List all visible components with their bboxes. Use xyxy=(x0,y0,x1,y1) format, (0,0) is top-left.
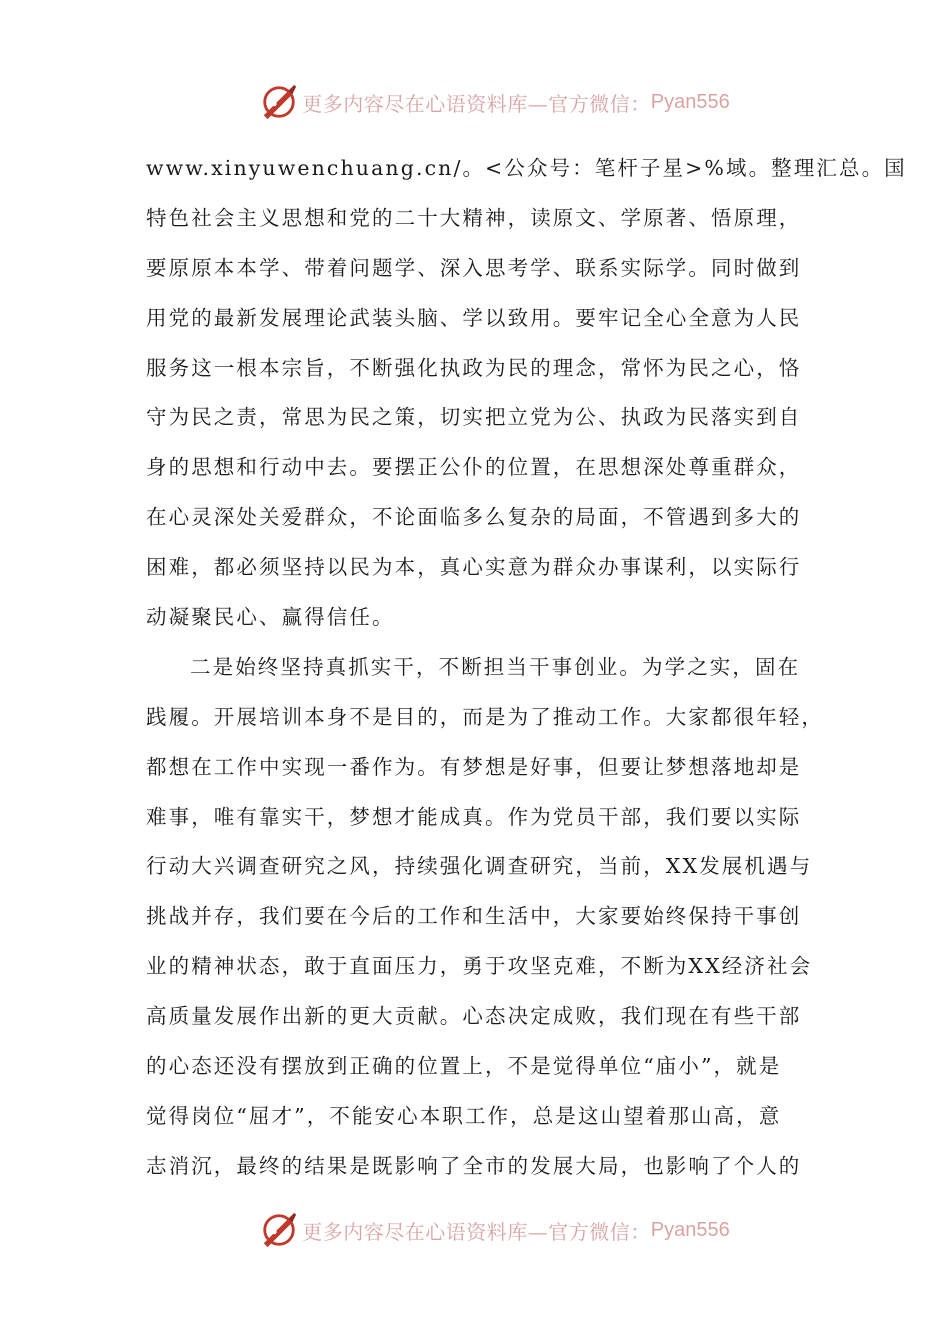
banner-text: 更多内容尽在心语资料库—官方微信： xyxy=(302,1219,651,1244)
text-line: 高质量发展作出新的更大贡献。心态决定成败，我们现在有些干部 xyxy=(146,1004,802,1029)
banner-wechat-id: Pyan556 xyxy=(650,90,730,113)
text-line: 动凝聚民心、赢得信任。 xyxy=(146,605,395,630)
text-line: 用党的最新发展理论武装头脑、学以致用。要牢记全心全意为人民 xyxy=(146,305,802,330)
text-line: 在心灵深处关爱群众，不论面临多么复杂的局面，不管遇到多大的 xyxy=(146,505,802,530)
pen-logo-icon xyxy=(260,83,298,121)
footer-banner-content xyxy=(260,1211,729,1249)
footer-banner xyxy=(0,1208,950,1252)
text-line: 守为民之责，常思为民之策，切实把立党为公、执政为民落实到自 xyxy=(146,405,802,430)
paragraph-start-line: 二是始终坚持真抓实干，不断担当干事创业。为学之实，固在 xyxy=(190,654,801,679)
pen-logo-icon xyxy=(260,1211,298,1249)
text-line: 觉得岗位“屈才”，不能安心本职工作，总是这山望着那山高，意 xyxy=(146,1103,782,1128)
text-line: 行动大兴调查研究之风，持续强化调查研究，当前，XX发展机遇与 xyxy=(146,854,813,879)
text-line: 业的精神状态，敢于直面压力，勇于攻坚克难，不断为XX经济社会 xyxy=(146,954,813,979)
text-line: www.xinyuwenchuang.cn/。<公众号：笔杆子星>%域。整理汇总。国 xyxy=(146,156,907,180)
text-line: 困难，都必须坚持以民为本，真心实意为群众办事谋利，以实际行 xyxy=(146,555,802,580)
text-line: 难事，唯有靠实干，梦想才能成真。作为党员干部，我们要以实际 xyxy=(146,804,802,829)
text-line: 要原原本本学、带着问题学、深入思考学、联系实际学。同时做到 xyxy=(146,255,802,280)
text-line: 践履。开展培训本身不是目的，而是为了推动工作。大家都很年轻， xyxy=(146,704,824,729)
header-banner-content xyxy=(260,83,729,121)
text-line: 服务这一根本宗旨，不断强化执政为民的理念，常怀为民之心，恪 xyxy=(146,355,802,380)
text-line: 都想在工作中实现一番作为。有梦想是好事，但要让梦想落地却是 xyxy=(146,754,802,779)
text-line: 挑战并存，我们要在今后的工作和生活中，大家要始终保持干事创 xyxy=(146,904,802,929)
text-line: 身的思想和行动中去。要摆正公仆的位置，在思想深处尊重群众， xyxy=(146,455,802,480)
text-line: 志消沉，最终的结果是既影响了全市的发展大局，也影响了个人的 xyxy=(146,1153,802,1178)
banner-text: 更多内容尽在心语资料库—官方微信： xyxy=(302,91,651,116)
banner-wechat-id: Pyan556 xyxy=(650,1218,730,1241)
text-line: 的心态还没有摆放到正确的位置上，不是觉得单位“庙小”，就是 xyxy=(146,1054,782,1079)
header-banner xyxy=(0,80,950,124)
document-body xyxy=(146,144,907,1192)
text-line: 特色社会主义思想和党的二十大精神，读原文、学原著、悟原理， xyxy=(146,205,802,230)
